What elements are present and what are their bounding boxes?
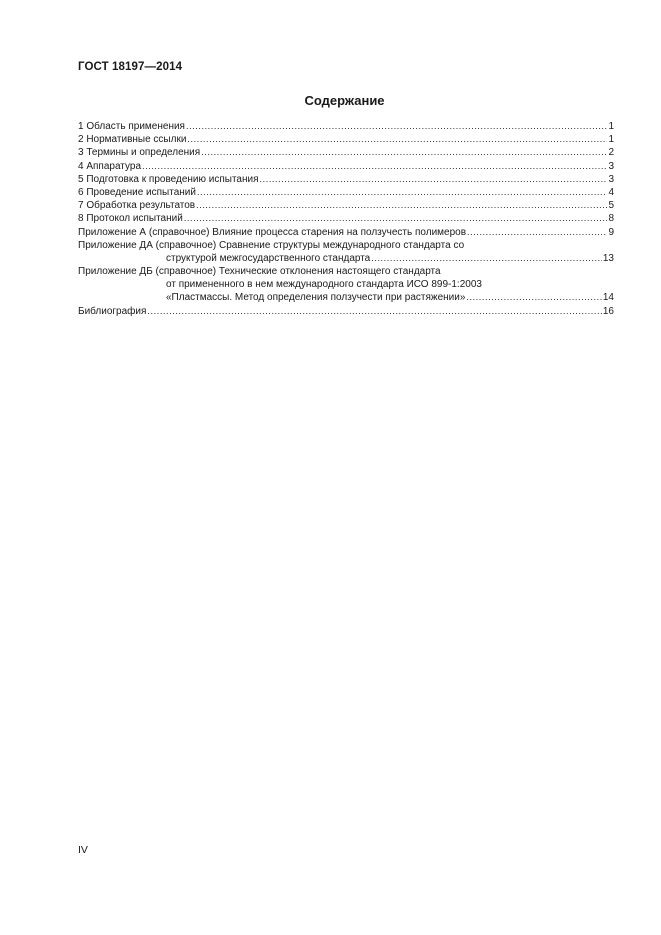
page-number: IV	[78, 844, 88, 856]
toc-leader-dots	[197, 186, 607, 199]
toc-entry-text: «Пластмассы. Метод определения ползучести при растяжении»	[166, 292, 466, 304]
toc-entry[interactable]	[78, 160, 614, 173]
table-of-contents	[78, 120, 614, 318]
toc-leader-dots	[201, 146, 607, 159]
toc-entry-text: 1 Область применения	[78, 121, 185, 132]
toc-appendix-db-line3[interactable]	[78, 291, 614, 304]
toc-entry-text: 7 Обработка результатов	[78, 200, 196, 212]
toc-entry-text: Библиография	[78, 305, 147, 317]
toc-entry-page: 1	[608, 134, 614, 146]
toc-bibliography[interactable]	[78, 305, 614, 318]
toc-entry-page: 1	[608, 121, 614, 132]
toc-entry-page: 8	[608, 213, 614, 225]
toc-entry-text: 6 Проведение испытаний	[78, 186, 196, 198]
toc-leader-dots	[371, 252, 602, 265]
toc-entry-page: 14	[602, 292, 614, 304]
toc-entry-page: 9	[608, 226, 614, 238]
toc-entry[interactable]	[78, 120, 614, 133]
toc-entry[interactable]	[78, 226, 614, 239]
toc-leader-dots	[466, 291, 601, 304]
toc-entry-page: 3	[608, 160, 614, 172]
toc-entry[interactable]	[78, 133, 614, 146]
toc-entry-text: 4 Аппаратура	[78, 160, 142, 172]
toc-entry-page: 16	[602, 305, 614, 317]
toc-leader-dots	[147, 305, 601, 318]
toc-entry-page: 3	[608, 173, 614, 185]
toc-entry-text: структурой межгосударственного стандарта	[166, 252, 371, 264]
toc-leader-dots	[187, 133, 607, 146]
toc-entry[interactable]	[78, 212, 614, 225]
toc-leader-dots	[196, 199, 607, 212]
toc-appendix-da-line1[interactable]	[78, 239, 614, 252]
toc-title: Содержание	[304, 93, 385, 108]
toc-entry[interactable]	[78, 173, 614, 186]
toc-entry-text: Приложение ДА (справочное) Сравнение структуры международного стандарта со	[78, 239, 465, 251]
toc-entry-text: 3 Термины и определения	[78, 147, 201, 159]
toc-appendix-db-line2[interactable]	[78, 278, 614, 291]
toc-leader-dots	[467, 226, 607, 239]
toc-leader-dots	[186, 120, 607, 133]
toc-entry-page: 4	[608, 186, 614, 198]
toc-entry-text: 5 Подготовка к проведению испытания	[78, 173, 259, 185]
toc-entry[interactable]	[78, 186, 614, 199]
toc-appendix-db-line1[interactable]	[78, 265, 614, 278]
toc-entry-text: 2 Нормативные ссылки	[78, 134, 187, 146]
toc-entry-page: 2	[608, 147, 614, 159]
toc-entry-text: Приложение ДБ (справочное) Технические отклонения настоящего стандарта	[78, 266, 441, 278]
toc-leader-dots	[142, 160, 607, 173]
document-code: ГОСТ 18197—2014	[78, 61, 183, 73]
toc-entry-page: 13	[602, 252, 614, 264]
toc-appendix-da-line2[interactable]	[78, 252, 614, 265]
toc-entry[interactable]	[78, 199, 614, 212]
toc-entry-text: от примененного в нем международного стандарта ИСО 899-1:2003	[166, 279, 482, 291]
toc-leader-dots	[260, 173, 608, 186]
toc-entry-text: Приложение А (справочное) Влияние процесса старения на ползучесть полимеров	[78, 226, 467, 238]
toc-entry[interactable]	[78, 146, 614, 159]
toc-leader-dots	[184, 212, 608, 225]
toc-entry-page: 5	[608, 200, 614, 212]
toc-entry-text: 8 Протокол испытаний	[78, 213, 183, 225]
